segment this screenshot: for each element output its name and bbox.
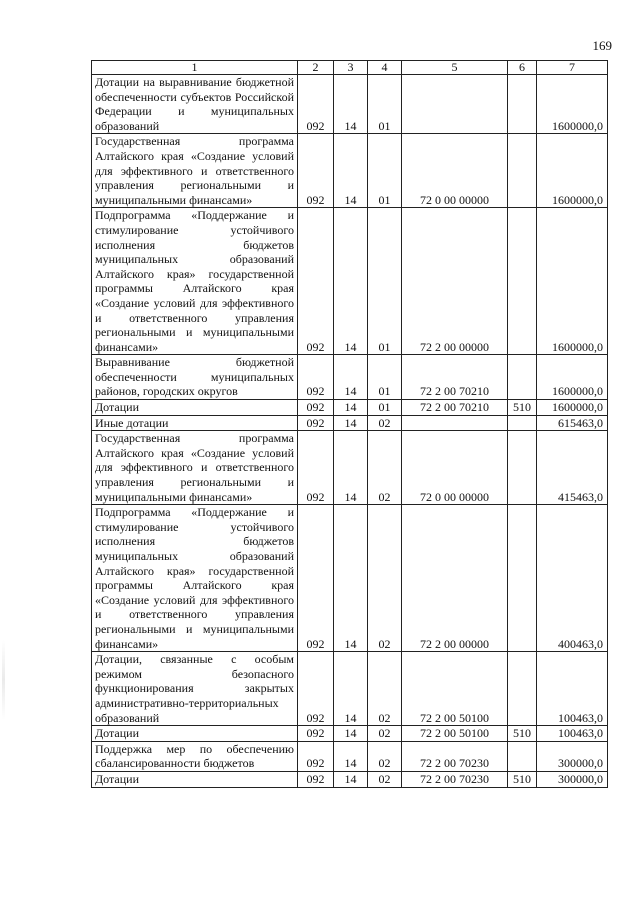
table-row bbox=[92, 355, 608, 400]
cell-target-article: 72 2 00 70230 bbox=[402, 771, 508, 787]
cell-grbs: 092 bbox=[298, 355, 334, 400]
table-row bbox=[92, 400, 608, 416]
cell-subsection: 01 bbox=[368, 134, 402, 208]
column-header-subsection: 4 bbox=[368, 61, 402, 75]
cell-section: 14 bbox=[334, 652, 368, 726]
cell-grbs: 092 bbox=[298, 75, 334, 134]
cell-subsection: 01 bbox=[368, 208, 402, 355]
cell-section: 14 bbox=[334, 355, 368, 400]
cell-grbs: 092 bbox=[298, 741, 334, 771]
cell-subsection: 02 bbox=[368, 415, 402, 431]
cell-name: Дотации на выравнивание бюджетной обеспеченности субъектов Российской Федерации и муниципальных образований bbox=[92, 75, 298, 134]
cell-grbs: 092 bbox=[298, 652, 334, 726]
table-row bbox=[92, 771, 608, 787]
cell-name: Государственная программа Алтайского края «Создание условий для эффективного и ответственного управления региональными и муниципальными финансами» bbox=[92, 431, 298, 505]
cell-section: 14 bbox=[334, 741, 368, 771]
cell-amount: 415463,0 bbox=[537, 431, 608, 505]
cell-target-article bbox=[402, 75, 508, 134]
cell-section: 14 bbox=[334, 134, 368, 208]
table-row bbox=[92, 741, 608, 771]
cell-subsection: 02 bbox=[368, 431, 402, 505]
table-header-row bbox=[92, 61, 608, 75]
cell-expense-type: 510 bbox=[508, 400, 537, 416]
cell-amount: 400463,0 bbox=[537, 505, 608, 652]
cell-amount: 615463,0 bbox=[537, 415, 608, 431]
cell-expense-type bbox=[508, 741, 537, 771]
cell-target-article: 72 2 00 50100 bbox=[402, 726, 508, 742]
cell-section: 14 bbox=[334, 208, 368, 355]
table-row bbox=[92, 726, 608, 742]
cell-name: Иные дотации bbox=[92, 415, 298, 431]
cell-section: 14 bbox=[334, 505, 368, 652]
column-header-grbs: 2 bbox=[298, 61, 334, 75]
cell-amount: 1600000,0 bbox=[537, 134, 608, 208]
cell-subsection: 02 bbox=[368, 741, 402, 771]
cell-amount: 100463,0 bbox=[537, 726, 608, 742]
cell-name: Дотации, связанные с особым режимом безопасного функционирования закрытых административно-территориальных образований bbox=[92, 652, 298, 726]
table-row bbox=[92, 415, 608, 431]
cell-expense-type bbox=[508, 652, 537, 726]
budget-table bbox=[91, 60, 608, 788]
cell-target-article: 72 2 00 70210 bbox=[402, 355, 508, 400]
cell-expense-type bbox=[508, 134, 537, 208]
cell-name: Подпрограмма «Поддержание и стимулирование устойчивого исполнения бюджетов муниципальных образований Алтайского края» государственной программы Алтайского края «Создание условий для эффективного и ответственного управления региональными и муниципальными финансами» bbox=[92, 208, 298, 355]
cell-grbs: 092 bbox=[298, 431, 334, 505]
table-row bbox=[92, 208, 608, 355]
cell-expense-type: 510 bbox=[508, 726, 537, 742]
table-row bbox=[92, 505, 608, 652]
cell-section: 14 bbox=[334, 771, 368, 787]
cell-target-article: 72 0 00 00000 bbox=[402, 134, 508, 208]
table-row bbox=[92, 652, 608, 726]
cell-section: 14 bbox=[334, 726, 368, 742]
cell-target-article: 72 2 00 50100 bbox=[402, 652, 508, 726]
cell-name: Дотации bbox=[92, 400, 298, 416]
cell-grbs: 092 bbox=[298, 208, 334, 355]
cell-section: 14 bbox=[334, 75, 368, 134]
cell-section: 14 bbox=[334, 431, 368, 505]
cell-amount: 1600000,0 bbox=[537, 400, 608, 416]
cell-subsection: 01 bbox=[368, 355, 402, 400]
cell-subsection: 02 bbox=[368, 652, 402, 726]
cell-subsection: 02 bbox=[368, 771, 402, 787]
cell-target-article: 72 2 00 70210 bbox=[402, 400, 508, 416]
cell-subsection: 02 bbox=[368, 505, 402, 652]
column-header-target-article: 5 bbox=[402, 61, 508, 75]
column-header-name: 1 bbox=[92, 61, 298, 75]
cell-target-article bbox=[402, 415, 508, 431]
cell-target-article: 72 2 00 70230 bbox=[402, 741, 508, 771]
cell-expense-type bbox=[508, 75, 537, 134]
cell-amount: 1600000,0 bbox=[537, 208, 608, 355]
cell-target-article: 72 2 00 00000 bbox=[402, 505, 508, 652]
column-header-section: 3 bbox=[334, 61, 368, 75]
cell-grbs: 092 bbox=[298, 726, 334, 742]
cell-expense-type bbox=[508, 355, 537, 400]
table-row bbox=[92, 75, 608, 134]
cell-target-article: 72 0 00 00000 bbox=[402, 431, 508, 505]
cell-expense-type bbox=[508, 431, 537, 505]
cell-subsection: 02 bbox=[368, 726, 402, 742]
cell-name: Дотации bbox=[92, 726, 298, 742]
cell-name: Дотации bbox=[92, 771, 298, 787]
cell-expense-type bbox=[508, 415, 537, 431]
cell-grbs: 092 bbox=[298, 505, 334, 652]
cell-amount: 100463,0 bbox=[537, 652, 608, 726]
page-number: 169 bbox=[592, 38, 612, 53]
cell-amount: 1600000,0 bbox=[537, 75, 608, 134]
cell-amount: 300000,0 bbox=[537, 771, 608, 787]
column-header-amount: 7 bbox=[537, 61, 608, 75]
table-row bbox=[92, 431, 608, 505]
cell-target-article: 72 2 00 00000 bbox=[402, 208, 508, 355]
cell-expense-type bbox=[508, 505, 537, 652]
table-row bbox=[92, 134, 608, 208]
cell-expense-type: 510 bbox=[508, 771, 537, 787]
cell-name: Государственная программа Алтайского края «Создание условий для эффективного и ответственного управления региональными и муниципальными финансами» bbox=[92, 134, 298, 208]
scan-artifact bbox=[2, 640, 5, 720]
cell-amount: 1600000,0 bbox=[537, 355, 608, 400]
cell-expense-type bbox=[508, 208, 537, 355]
cell-section: 14 bbox=[334, 400, 368, 416]
cell-name: Выравнивание бюджетной обеспеченности муниципальных районов, городских округов bbox=[92, 355, 298, 400]
cell-name: Подпрограмма «Поддержание и стимулирование устойчивого исполнения бюджетов муниципальных образований Алтайского края» государственной программы Алтайского края «Создание условий для эффективного и ответственного управления региональными и муниципальными финансами» bbox=[92, 505, 298, 652]
cell-name: Поддержка мер по обеспечению сбалансированности бюджетов bbox=[92, 741, 298, 771]
column-header-expense-type: 6 bbox=[508, 61, 537, 75]
cell-section: 14 bbox=[334, 415, 368, 431]
cell-grbs: 092 bbox=[298, 771, 334, 787]
cell-grbs: 092 bbox=[298, 134, 334, 208]
cell-subsection: 01 bbox=[368, 75, 402, 134]
cell-subsection: 01 bbox=[368, 400, 402, 416]
cell-grbs: 092 bbox=[298, 400, 334, 416]
cell-grbs: 092 bbox=[298, 415, 334, 431]
cell-amount: 300000,0 bbox=[537, 741, 608, 771]
